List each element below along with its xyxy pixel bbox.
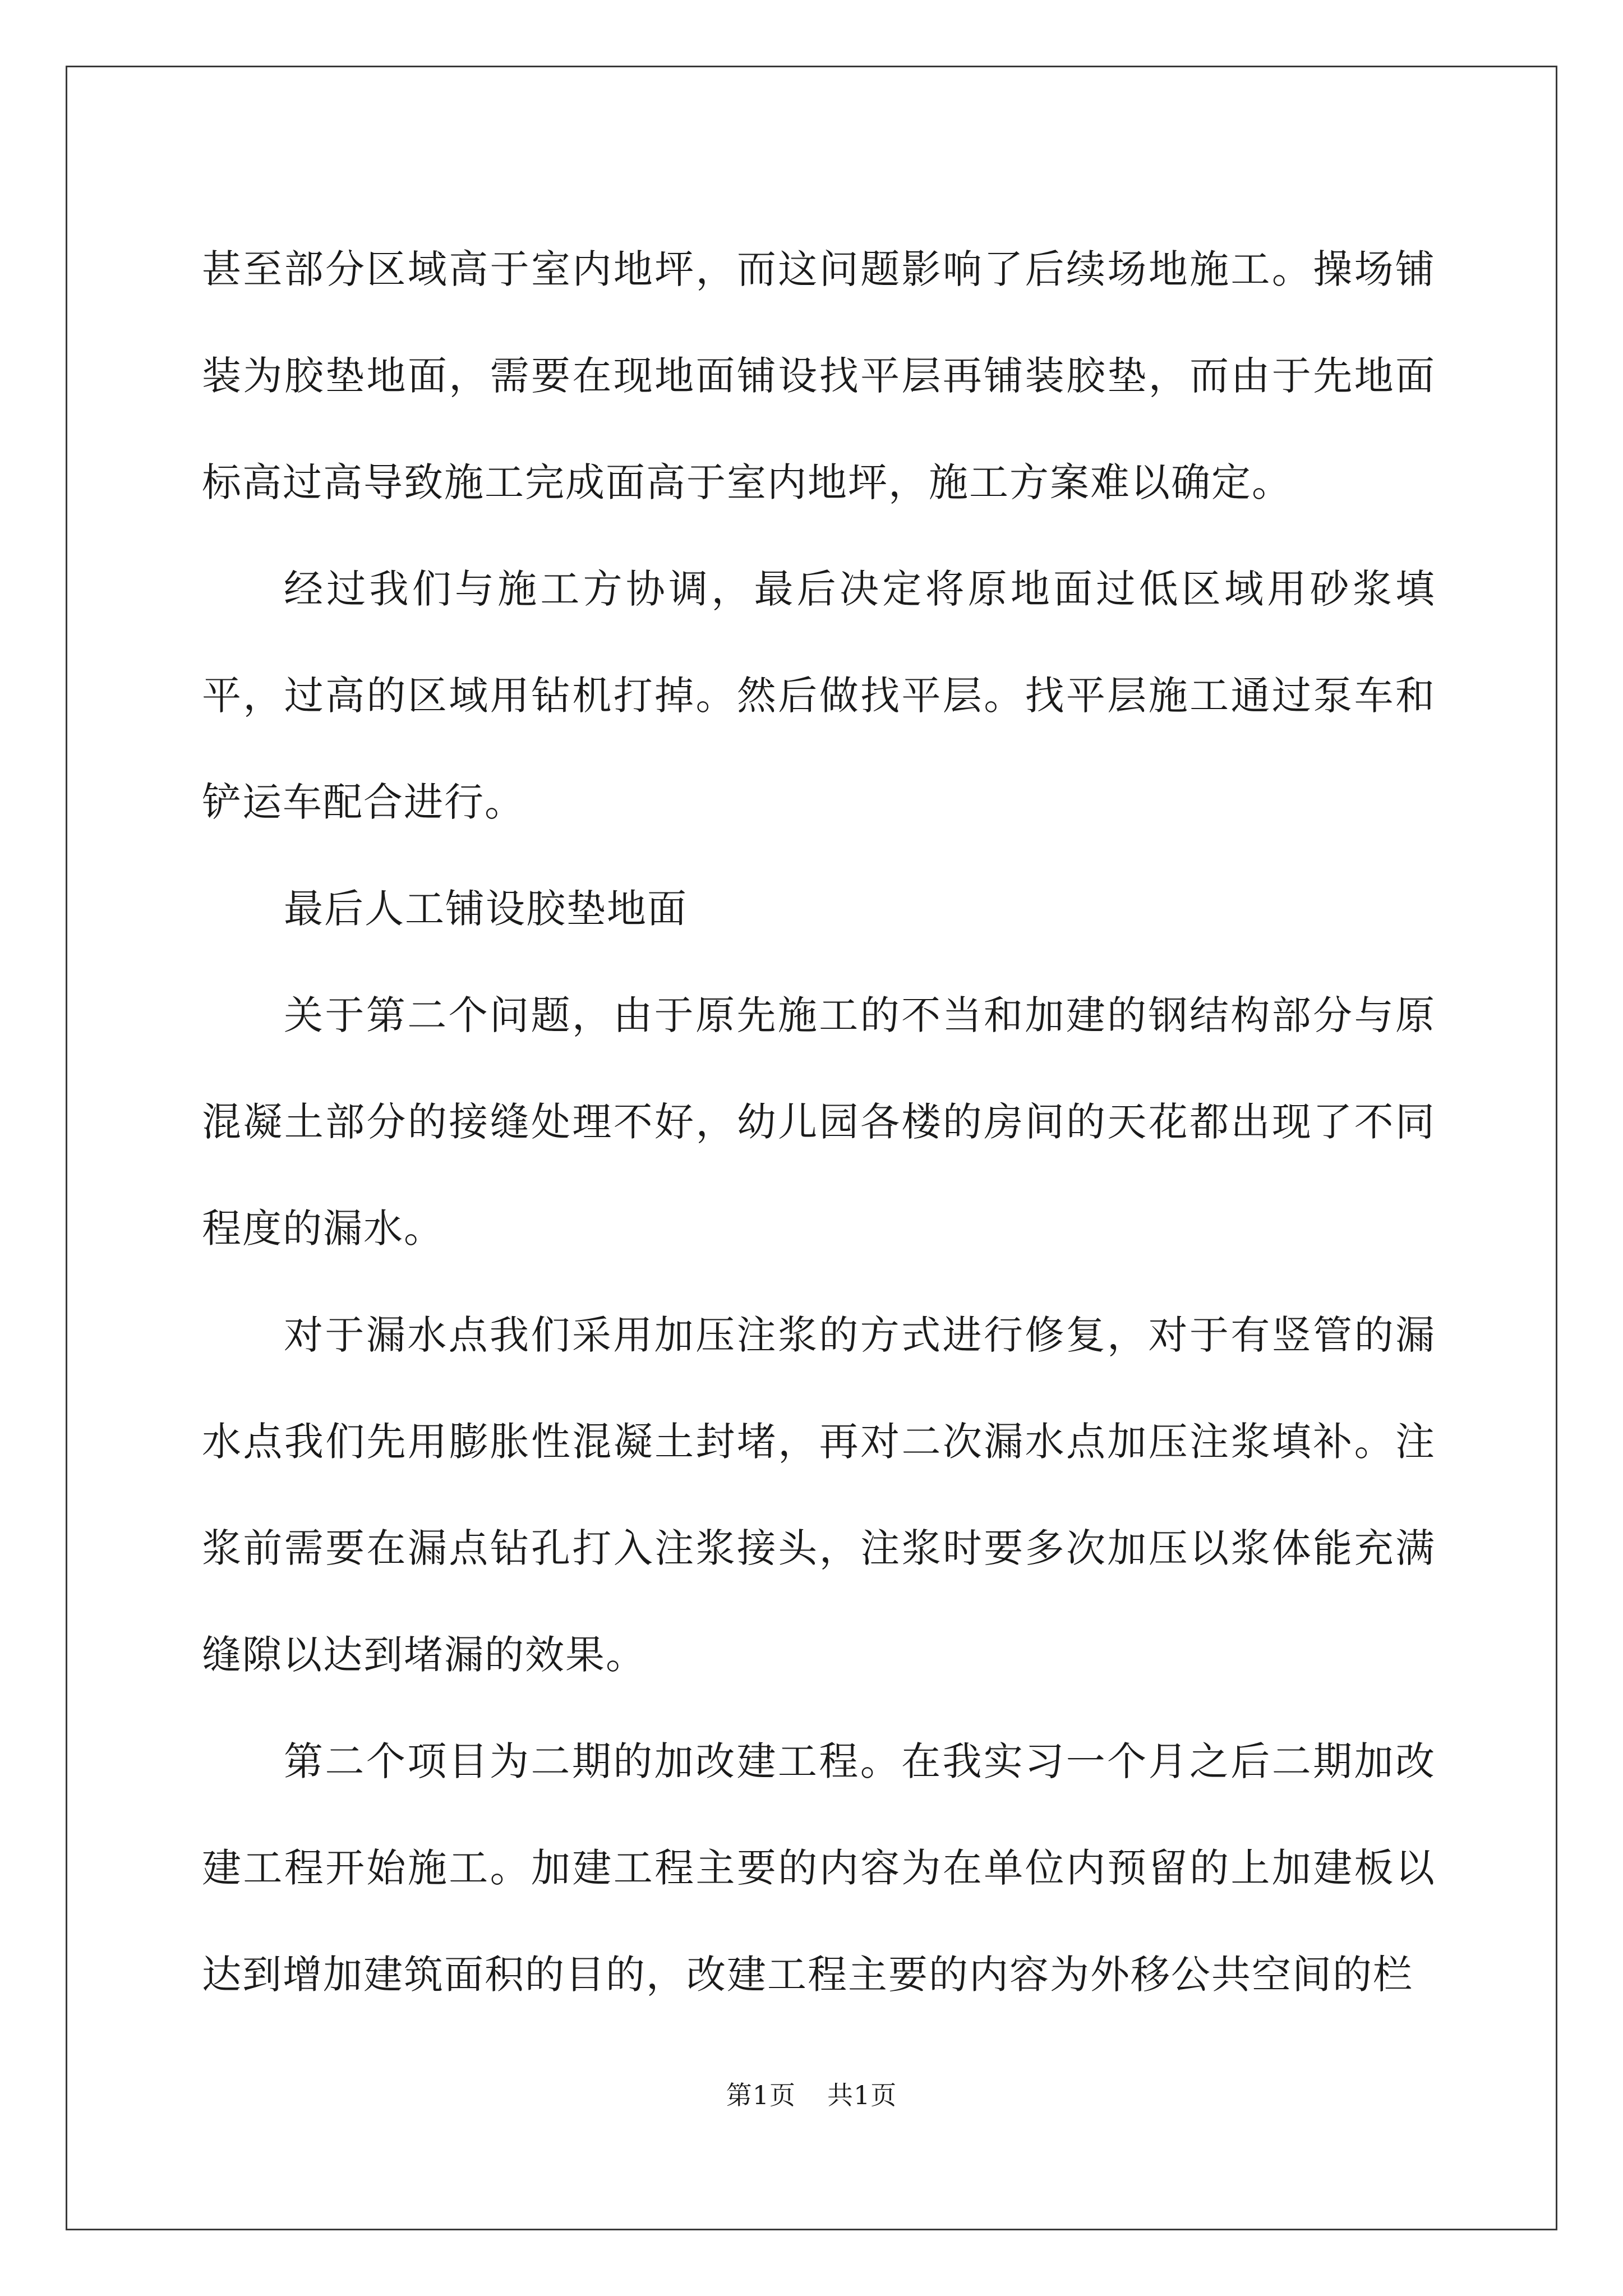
paragraph-6: 第二个项目为二期的加改建工程。在我实习一个月之后二期加改建工程开始施工。加建工程主要的内容为在单位内预留的上加建板以达到增加建筑面积的目的，改建工程主要的内容为外移公共空间的栏 [202, 1738, 1436, 1998]
page-number: 第1页 [726, 2080, 796, 2110]
paragraph-2: 经过我们与施工方协调，最后决定将原地面过低区域用砂浆填平，过高的区域用钻机打掉。然后做找平层。找平层施工通过泵车和铲运车配合进行。 [202, 566, 1436, 825]
paragraph-4: 关于第二个问题，由于原先施工的不当和加建的钢结构部分与原混凝土部分的接缝处理不好，幼儿园各楼的房间的天花都出现了不同程度的漏水。 [202, 992, 1436, 1251]
paragraph-1: 甚至部分区域高于室内地坪，而这问题影响了后续场地施工。操场铺装为胶垫地面，需要在现地面铺设找平层再铺装胶垫，而由于先地面标高过高导致施工完成面高于室内地坪，施工方案难以确定。 [202, 246, 1436, 505]
page-total: 共1页 [827, 2080, 897, 2110]
paragraph-3: 最后人工铺设胶垫地面 [284, 886, 688, 932]
paragraph-5: 对于漏水点我们采用加压注浆的方式进行修复，对于有竖管的漏水点我们先用膨胀性混凝土封堵，再对二次漏水点加压注浆填补。注浆前需要在漏点钻孔打入注浆接头，注浆时要多次加压以浆体能充满缝隙以达到堵漏的效果。 [202, 1312, 1436, 1678]
document-body [202, 216, 1436, 2028]
page-footer [0, 2078, 1623, 2112]
